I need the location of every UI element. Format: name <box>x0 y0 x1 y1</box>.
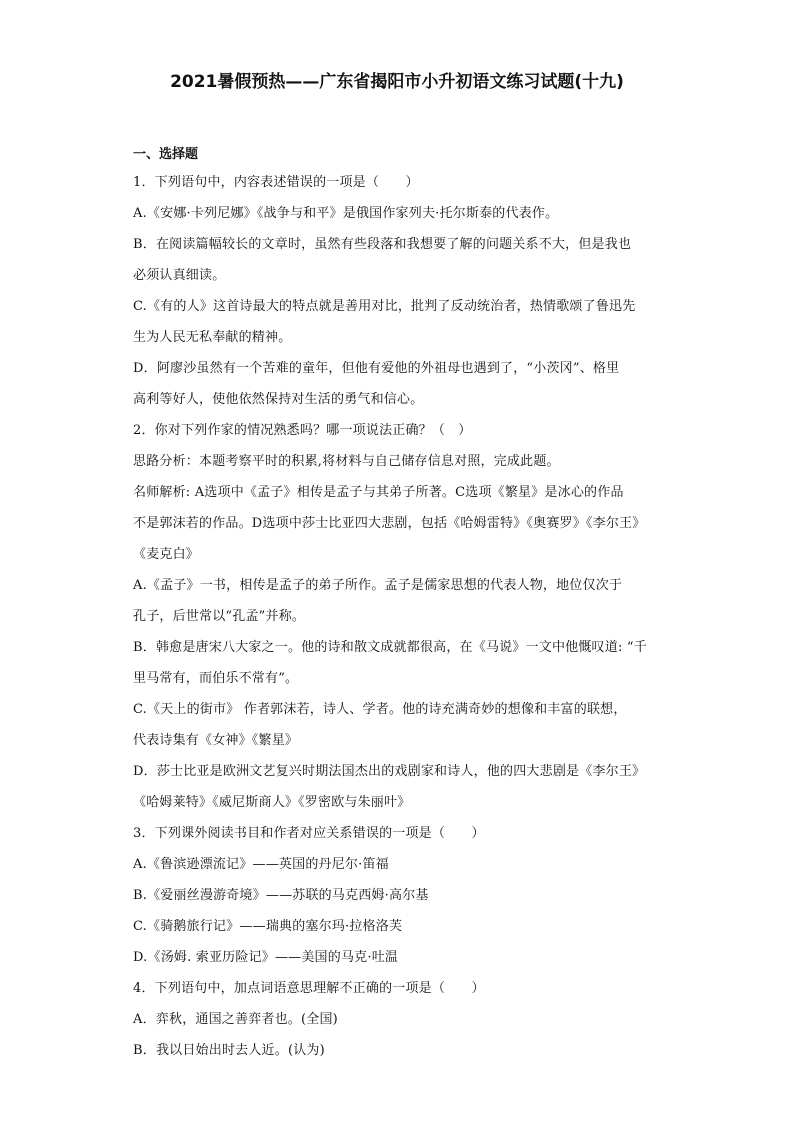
question-stem: 4．下列语句中，加点词语意思理解不正确的一项是（ ） <box>133 981 485 996</box>
option-b-continued: 必须认真细读。 <box>133 268 226 283</box>
option-a-continued: 孔子，后世常以“孔孟”并称。 <box>133 609 306 624</box>
section-heading-choice: 一、选择题 <box>133 147 199 162</box>
page-title: 2021暑假预热——广东省揭阳市小升初语文练习试题(十九) <box>170 72 624 92</box>
option-a: A.《鲁滨逊漂流记》——英国的丹尼尔·笛福 <box>133 857 389 872</box>
question-stem: 3．下列课外阅读书目和作者对应关系错误的一项是（ ） <box>133 826 485 841</box>
option-b: B．在阅读篇幅较长的文章时，虽然有些段落和我想要了解的问题关系不大，但是我也 <box>133 237 632 252</box>
question-stem: 1．下列语句中，内容表述错误的一项是（ ） <box>133 175 419 190</box>
question-stem: 2．你对下列作家的情况熟悉吗？哪一项说法正确？（ ） <box>133 423 472 438</box>
option-c-continued: 生为人民无私奉献的精神。 <box>133 330 292 345</box>
option-b: B．我以日始出时去人近。(认为) <box>133 1043 325 1058</box>
analysis-text: 思路分析：本题考察平时的积累,将材料与自己储存信息对照，完成此题。 <box>133 454 560 469</box>
question-3 <box>133 818 673 973</box>
option-d-continued: 《哈姆莱特》《威尼斯商人》《罗密欧与朱丽叶》 <box>133 795 411 810</box>
option-c: C.《骑鹅旅行记》——瑞典的塞尔玛·拉格洛芙 <box>133 919 403 934</box>
option-c: C.《有的人》这首诗最大的特点就是善用对比，批判了反动统治者，热情歌颂了鲁迅先 <box>133 299 636 314</box>
option-d: D．莎士比亚是欧洲文艺复兴时期法国杰出的戏剧家和诗人，他的四大悲剧是《李尔王》 <box>133 764 646 779</box>
option-d: D．阿廖沙虽然有一个苦难的童年，但他有爱他的外祖母也遇到了，“小茨冈”、格里 <box>133 361 620 376</box>
option-c: C.《天上的街市》 作者郭沫若，诗人、学者。他的诗充满奇妙的想像和丰富的联想， <box>133 702 627 717</box>
option-c-continued: 代表诗集有《女神》《繁星》 <box>133 733 299 748</box>
teacher-explanation-continued: 《麦克白》 <box>133 547 200 562</box>
option-a: A．弈秋，通国之善弈者也。(全国) <box>133 1012 338 1027</box>
question-1 <box>133 167 673 415</box>
option-a: A.《安娜·卡列尼娜》《战争与和平》是俄国作家列夫·托尔斯泰的代表作。 <box>133 206 559 221</box>
document-body <box>133 143 673 1066</box>
question-2 <box>133 415 673 818</box>
option-d-continued: 高利等好人，使他依然保持对生活的勇气和信心。 <box>133 392 424 407</box>
question-4 <box>133 973 673 1066</box>
option-a: A.《孟子》一书，相传是孟子的弟子所作。孟子是儒家思想的代表人物，地位仅次于 <box>133 578 623 593</box>
teacher-explanation: 名师解析: A选项中《孟子》相传是孟子与其弟子所著。C选项《繁星》是冰心的作品 <box>133 485 624 500</box>
option-b: B.《爱丽丝漫游奇境》——苏联的马克西姆·高尔基 <box>133 888 429 903</box>
teacher-explanation-continued: 不是郭沫若的作品。D选项中莎士比亚四大悲剧，包括《哈姆雷特》《奥赛罗》《李尔王》 <box>133 516 646 531</box>
option-b-continued: 里马常有，而伯乐不常有”。 <box>133 671 299 686</box>
option-d: D.《汤姆. 索亚历险记》——美国的马克·吐温 <box>133 950 399 965</box>
option-b: B．韩愈是唐宋八大家之一。他的诗和散文成就都很高，在《马说》一文中他慨叹道: “千 <box>133 640 647 655</box>
